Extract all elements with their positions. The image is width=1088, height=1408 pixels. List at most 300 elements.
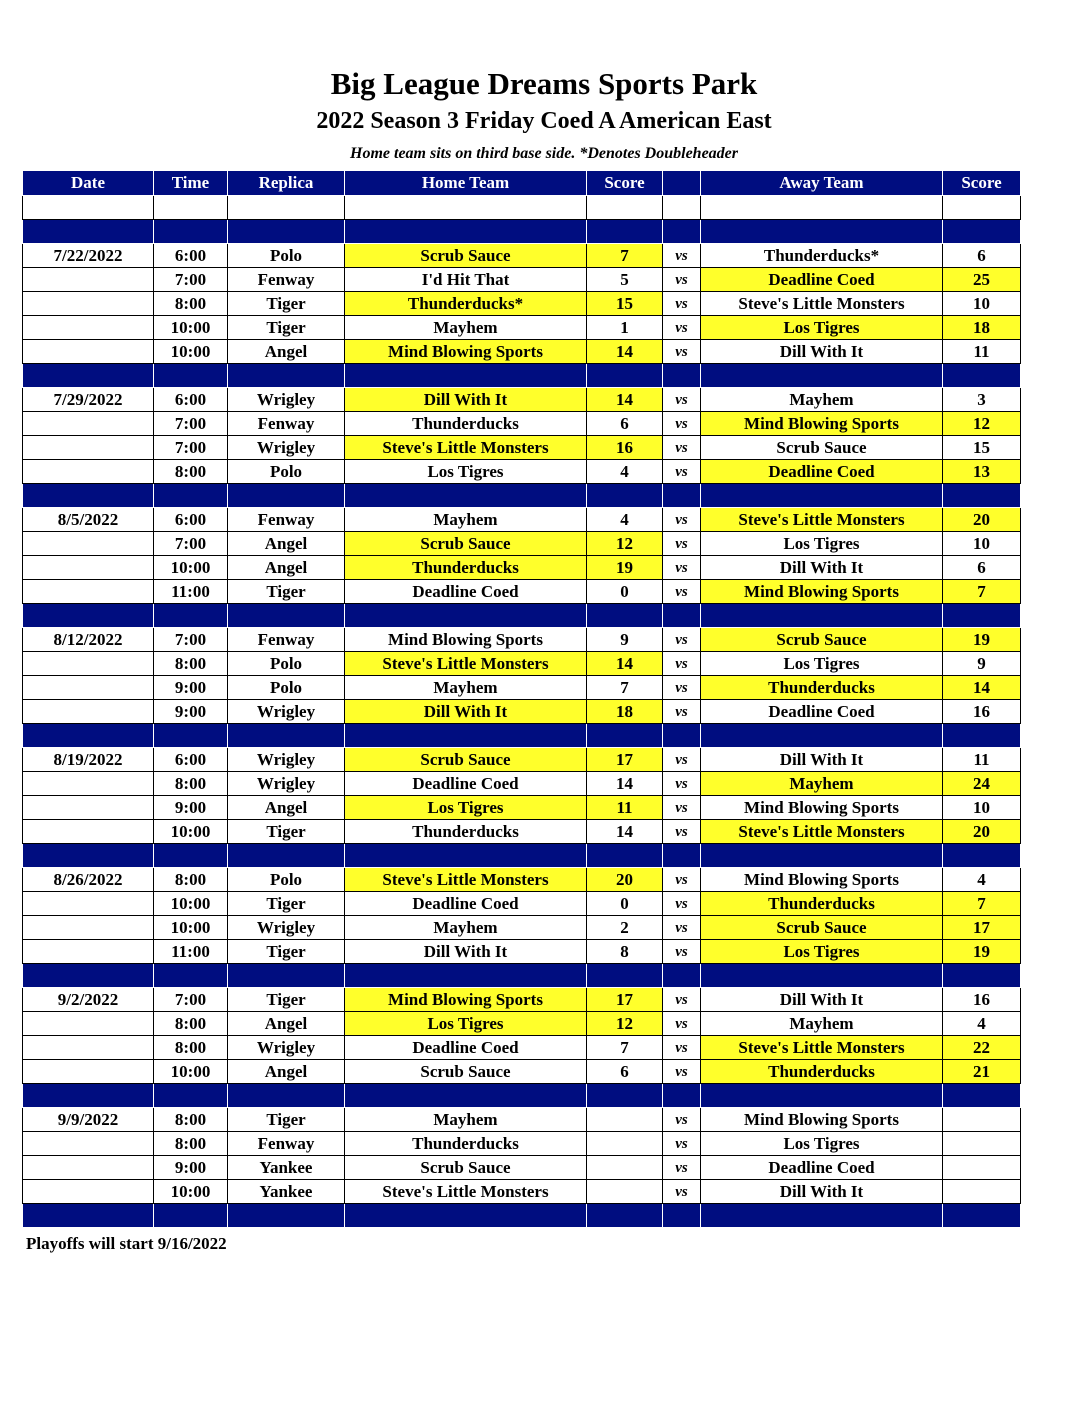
- home-team: Los Tigres: [345, 1012, 587, 1036]
- separator-cell: [228, 844, 345, 868]
- home-team: Deadline Coed: [345, 772, 587, 796]
- game-time: 8:00: [154, 1036, 228, 1060]
- separator-cell: [701, 220, 943, 244]
- home-score: 15: [587, 292, 663, 316]
- away-score: 10: [943, 796, 1021, 820]
- separator-cell: [228, 604, 345, 628]
- home-score: 7: [587, 1036, 663, 1060]
- game-row: [23, 892, 1021, 916]
- home-team: Dill With It: [345, 940, 587, 964]
- separator-cell: [23, 220, 154, 244]
- vs-label: vs: [663, 628, 701, 652]
- game-field: Wrigley: [228, 436, 345, 460]
- away-team: Mind Blowing Sports: [701, 412, 943, 436]
- separator-cell: [23, 844, 154, 868]
- away-team: Mayhem: [701, 1012, 943, 1036]
- week-separator-row: [23, 1204, 1021, 1228]
- week-separator-row: [23, 484, 1021, 508]
- away-team: Dill With It: [701, 340, 943, 364]
- game-field: Tiger: [228, 292, 345, 316]
- away-score: 15: [943, 436, 1021, 460]
- game-field: Tiger: [228, 988, 345, 1012]
- separator-cell: [23, 604, 154, 628]
- away-team: Scrub Sauce: [701, 436, 943, 460]
- separator-cell: [943, 964, 1021, 988]
- game-time: 8:00: [154, 772, 228, 796]
- week-separator-row: [23, 1084, 1021, 1108]
- home-team: Scrub Sauce: [345, 244, 587, 268]
- away-team: Mind Blowing Sports: [701, 796, 943, 820]
- game-field: Polo: [228, 244, 345, 268]
- away-team: Deadline Coed: [701, 268, 943, 292]
- separator-cell: [345, 1204, 587, 1228]
- separator-cell: [587, 1204, 663, 1228]
- blank-cell: [701, 196, 943, 220]
- away-team: Dill With It: [701, 988, 943, 1012]
- game-row: [23, 916, 1021, 940]
- game-field: Angel: [228, 1012, 345, 1036]
- home-score: [587, 1156, 663, 1180]
- game-field: Angel: [228, 796, 345, 820]
- away-team: Thunderducks: [701, 892, 943, 916]
- home-score: 7: [587, 244, 663, 268]
- vs-label: vs: [663, 1180, 701, 1204]
- blank-cell: [154, 196, 228, 220]
- away-score: 14: [943, 676, 1021, 700]
- game-field: Tiger: [228, 580, 345, 604]
- home-team: Steve's Little Monsters: [345, 868, 587, 892]
- game-row: [23, 508, 1021, 532]
- separator-cell: [23, 964, 154, 988]
- away-team: Steve's Little Monsters: [701, 292, 943, 316]
- away-team: Steve's Little Monsters: [701, 508, 943, 532]
- game-row: [23, 460, 1021, 484]
- separator-cell: [943, 220, 1021, 244]
- away-score: 19: [943, 628, 1021, 652]
- away-team: Dill With It: [701, 556, 943, 580]
- home-score: [587, 1132, 663, 1156]
- away-team: Thunderducks: [701, 676, 943, 700]
- home-team: Deadline Coed: [345, 892, 587, 916]
- separator-cell: [228, 220, 345, 244]
- home-score: 20: [587, 868, 663, 892]
- separator-cell: [943, 1084, 1021, 1108]
- away-score: 4: [943, 1012, 1021, 1036]
- separator-cell: [943, 484, 1021, 508]
- column-header-vs: [663, 171, 701, 196]
- vs-label: vs: [663, 388, 701, 412]
- game-field: Fenway: [228, 628, 345, 652]
- separator-cell: [943, 364, 1021, 388]
- game-field: Tiger: [228, 892, 345, 916]
- home-team: Steve's Little Monsters: [345, 1180, 587, 1204]
- home-score: 9: [587, 628, 663, 652]
- home-team: Los Tigres: [345, 460, 587, 484]
- game-date: [23, 268, 154, 292]
- home-score: 18: [587, 700, 663, 724]
- separator-cell: [228, 1084, 345, 1108]
- away-team: Scrub Sauce: [701, 916, 943, 940]
- game-time: 10:00: [154, 1180, 228, 1204]
- game-time: 11:00: [154, 580, 228, 604]
- vs-label: vs: [663, 1036, 701, 1060]
- vs-label: vs: [663, 340, 701, 364]
- blank-cell: [228, 196, 345, 220]
- separator-cell: [345, 604, 587, 628]
- game-row: [23, 412, 1021, 436]
- week-separator-row: [23, 724, 1021, 748]
- home-team: Scrub Sauce: [345, 532, 587, 556]
- away-team: Thunderducks: [701, 1060, 943, 1084]
- separator-cell: [663, 844, 701, 868]
- game-date: 8/5/2022: [23, 508, 154, 532]
- vs-label: vs: [663, 412, 701, 436]
- away-score: 11: [943, 748, 1021, 772]
- home-team: Dill With It: [345, 700, 587, 724]
- away-team: Scrub Sauce: [701, 628, 943, 652]
- blank-row: [23, 196, 1021, 220]
- home-score: 14: [587, 340, 663, 364]
- game-time: 7:00: [154, 988, 228, 1012]
- game-row: [23, 244, 1021, 268]
- game-date: [23, 532, 154, 556]
- game-time: 9:00: [154, 796, 228, 820]
- vs-label: vs: [663, 316, 701, 340]
- home-score: 14: [587, 652, 663, 676]
- vs-label: vs: [663, 1012, 701, 1036]
- game-time: 6:00: [154, 508, 228, 532]
- game-field: Polo: [228, 460, 345, 484]
- away-score: 16: [943, 988, 1021, 1012]
- home-score: 1: [587, 316, 663, 340]
- separator-cell: [587, 724, 663, 748]
- blank-cell: [587, 196, 663, 220]
- vs-label: vs: [663, 508, 701, 532]
- week-separator-row: [23, 844, 1021, 868]
- column-header-replica: Replica: [228, 171, 345, 196]
- home-team: Mind Blowing Sports: [345, 340, 587, 364]
- separator-cell: [587, 844, 663, 868]
- game-time: 7:00: [154, 436, 228, 460]
- game-date: [23, 1156, 154, 1180]
- away-score: 16: [943, 700, 1021, 724]
- home-score: 14: [587, 772, 663, 796]
- home-team: Thunderducks: [345, 556, 587, 580]
- home-score: 19: [587, 556, 663, 580]
- separator-cell: [663, 484, 701, 508]
- away-team: Los Tigres: [701, 940, 943, 964]
- game-field: Wrigley: [228, 748, 345, 772]
- game-time: 11:00: [154, 940, 228, 964]
- week-separator-row: [23, 220, 1021, 244]
- column-header-home-team: Home Team: [345, 171, 587, 196]
- separator-cell: [228, 964, 345, 988]
- away-score: [943, 1156, 1021, 1180]
- away-team: Deadline Coed: [701, 460, 943, 484]
- home-score: 6: [587, 1060, 663, 1084]
- game-date: [23, 412, 154, 436]
- schedule-table: [22, 170, 1021, 1228]
- away-score: 20: [943, 820, 1021, 844]
- away-score: 3: [943, 388, 1021, 412]
- away-score: 10: [943, 292, 1021, 316]
- game-time: 9:00: [154, 700, 228, 724]
- column-header-home-score: Score: [587, 171, 663, 196]
- separator-cell: [701, 604, 943, 628]
- separator-cell: [154, 1204, 228, 1228]
- blank-cell: [23, 196, 154, 220]
- game-time: 10:00: [154, 340, 228, 364]
- separator-cell: [587, 364, 663, 388]
- separator-cell: [663, 220, 701, 244]
- away-team: Los Tigres: [701, 652, 943, 676]
- vs-label: vs: [663, 1060, 701, 1084]
- home-score: 0: [587, 580, 663, 604]
- separator-cell: [345, 1084, 587, 1108]
- separator-cell: [228, 1204, 345, 1228]
- separator-cell: [23, 724, 154, 748]
- away-team: Mind Blowing Sports: [701, 580, 943, 604]
- game-date: 9/2/2022: [23, 988, 154, 1012]
- blank-cell: [943, 196, 1021, 220]
- game-time: 7:00: [154, 268, 228, 292]
- playoffs-note: Playoffs will start 9/16/2022: [26, 1234, 227, 1253]
- schedule-note: Home team sits on third base side. *Denotes Doubleheader: [350, 145, 738, 162]
- away-score: [943, 1180, 1021, 1204]
- game-date: [23, 892, 154, 916]
- game-row: [23, 1108, 1021, 1132]
- home-team: Steve's Little Monsters: [345, 652, 587, 676]
- game-time: 10:00: [154, 1060, 228, 1084]
- away-score: 6: [943, 556, 1021, 580]
- blank-cell: [663, 196, 701, 220]
- separator-cell: [701, 1084, 943, 1108]
- blank-cell: [345, 196, 587, 220]
- game-row: [23, 580, 1021, 604]
- separator-cell: [154, 1084, 228, 1108]
- home-team: Steve's Little Monsters: [345, 436, 587, 460]
- separator-cell: [663, 964, 701, 988]
- separator-cell: [345, 220, 587, 244]
- game-time: 8:00: [154, 1012, 228, 1036]
- separator-cell: [345, 724, 587, 748]
- vs-label: vs: [663, 268, 701, 292]
- home-score: [587, 1180, 663, 1204]
- game-time: 6:00: [154, 244, 228, 268]
- away-score: 24: [943, 772, 1021, 796]
- away-score: 11: [943, 340, 1021, 364]
- vs-label: vs: [663, 796, 701, 820]
- separator-cell: [23, 1204, 154, 1228]
- vs-label: vs: [663, 292, 701, 316]
- game-field: Polo: [228, 868, 345, 892]
- home-team: Scrub Sauce: [345, 1156, 587, 1180]
- vs-label: vs: [663, 580, 701, 604]
- away-score: 7: [943, 892, 1021, 916]
- page-title: Big League Dreams Sports Park: [330, 66, 758, 101]
- game-row: [23, 700, 1021, 724]
- game-date: 8/12/2022: [23, 628, 154, 652]
- game-field: Fenway: [228, 1132, 345, 1156]
- game-date: [23, 1180, 154, 1204]
- vs-label: vs: [663, 556, 701, 580]
- separator-cell: [663, 1084, 701, 1108]
- vs-label: vs: [663, 532, 701, 556]
- game-date: [23, 340, 154, 364]
- away-score: 13: [943, 460, 1021, 484]
- game-time: 9:00: [154, 1156, 228, 1180]
- game-field: Angel: [228, 340, 345, 364]
- game-field: Wrigley: [228, 916, 345, 940]
- separator-cell: [943, 604, 1021, 628]
- separator-cell: [345, 484, 587, 508]
- game-row: [23, 532, 1021, 556]
- separator-cell: [154, 604, 228, 628]
- home-score: 16: [587, 436, 663, 460]
- home-score: 4: [587, 508, 663, 532]
- game-date: [23, 1036, 154, 1060]
- game-field: Polo: [228, 652, 345, 676]
- game-row: [23, 388, 1021, 412]
- game-time: 10:00: [154, 556, 228, 580]
- separator-cell: [228, 724, 345, 748]
- away-team: Mind Blowing Sports: [701, 868, 943, 892]
- separator-cell: [701, 364, 943, 388]
- away-score: 20: [943, 508, 1021, 532]
- home-team: Deadline Coed: [345, 580, 587, 604]
- game-time: 10:00: [154, 316, 228, 340]
- game-time: 8:00: [154, 1108, 228, 1132]
- away-score: 12: [943, 412, 1021, 436]
- away-team: Los Tigres: [701, 1132, 943, 1156]
- home-score: 5: [587, 268, 663, 292]
- vs-label: vs: [663, 868, 701, 892]
- game-date: [23, 316, 154, 340]
- game-row: [23, 820, 1021, 844]
- away-score: 18: [943, 316, 1021, 340]
- vs-label: vs: [663, 988, 701, 1012]
- game-row: [23, 1012, 1021, 1036]
- game-date: [23, 1132, 154, 1156]
- home-team: Mind Blowing Sports: [345, 628, 587, 652]
- away-team: Dill With It: [701, 1180, 943, 1204]
- away-team: Deadline Coed: [701, 700, 943, 724]
- game-date: [23, 556, 154, 580]
- game-row: [23, 1180, 1021, 1204]
- separator-cell: [943, 1204, 1021, 1228]
- away-team: Mayhem: [701, 772, 943, 796]
- game-field: Wrigley: [228, 772, 345, 796]
- home-score: 17: [587, 988, 663, 1012]
- game-field: Tiger: [228, 940, 345, 964]
- separator-cell: [587, 220, 663, 244]
- home-team: Deadline Coed: [345, 1036, 587, 1060]
- game-date: [23, 772, 154, 796]
- separator-cell: [701, 724, 943, 748]
- game-field: Angel: [228, 1060, 345, 1084]
- separator-cell: [943, 844, 1021, 868]
- vs-label: vs: [663, 460, 701, 484]
- home-team: Mayhem: [345, 508, 587, 532]
- game-time: 8:00: [154, 652, 228, 676]
- game-date: [23, 1060, 154, 1084]
- away-score: 9: [943, 652, 1021, 676]
- column-header-away-score: Score: [943, 171, 1021, 196]
- game-field: Tiger: [228, 316, 345, 340]
- home-team: Los Tigres: [345, 796, 587, 820]
- separator-cell: [23, 364, 154, 388]
- game-time: 8:00: [154, 292, 228, 316]
- away-team: Los Tigres: [701, 316, 943, 340]
- game-field: Tiger: [228, 1108, 345, 1132]
- home-score: 17: [587, 748, 663, 772]
- game-date: [23, 580, 154, 604]
- separator-cell: [345, 844, 587, 868]
- away-team: Los Tigres: [701, 532, 943, 556]
- game-row: [23, 988, 1021, 1012]
- separator-cell: [587, 1084, 663, 1108]
- game-time: 6:00: [154, 748, 228, 772]
- game-row: [23, 268, 1021, 292]
- home-team: Mayhem: [345, 676, 587, 700]
- game-time: 10:00: [154, 892, 228, 916]
- vs-label: vs: [663, 676, 701, 700]
- vs-label: vs: [663, 820, 701, 844]
- away-team: Dill With It: [701, 748, 943, 772]
- game-time: 6:00: [154, 388, 228, 412]
- game-date: 7/22/2022: [23, 244, 154, 268]
- home-team: Dill With It: [345, 388, 587, 412]
- separator-cell: [345, 364, 587, 388]
- column-header-time: Time: [154, 171, 228, 196]
- game-date: [23, 796, 154, 820]
- home-team: Thunderducks: [345, 412, 587, 436]
- game-row: [23, 652, 1021, 676]
- game-field: Fenway: [228, 412, 345, 436]
- game-date: 8/26/2022: [23, 868, 154, 892]
- game-row: [23, 676, 1021, 700]
- game-date: [23, 820, 154, 844]
- game-row: [23, 748, 1021, 772]
- week-separator-row: [23, 604, 1021, 628]
- game-date: [23, 700, 154, 724]
- game-row: [23, 796, 1021, 820]
- vs-label: vs: [663, 1132, 701, 1156]
- game-field: Fenway: [228, 508, 345, 532]
- separator-cell: [663, 364, 701, 388]
- game-row: [23, 340, 1021, 364]
- game-row: [23, 556, 1021, 580]
- home-team: Mind Blowing Sports: [345, 988, 587, 1012]
- separator-cell: [663, 1204, 701, 1228]
- separator-cell: [154, 484, 228, 508]
- separator-cell: [154, 844, 228, 868]
- game-date: [23, 940, 154, 964]
- game-field: Wrigley: [228, 700, 345, 724]
- away-score: 25: [943, 268, 1021, 292]
- game-time: 8:00: [154, 1132, 228, 1156]
- game-date: 7/29/2022: [23, 388, 154, 412]
- home-team: Thunderducks*: [345, 292, 587, 316]
- home-score: 0: [587, 892, 663, 916]
- game-row: [23, 436, 1021, 460]
- vs-label: vs: [663, 436, 701, 460]
- game-date: 8/19/2022: [23, 748, 154, 772]
- game-field: Yankee: [228, 1180, 345, 1204]
- home-score: 2: [587, 916, 663, 940]
- game-row: [23, 292, 1021, 316]
- away-score: 10: [943, 532, 1021, 556]
